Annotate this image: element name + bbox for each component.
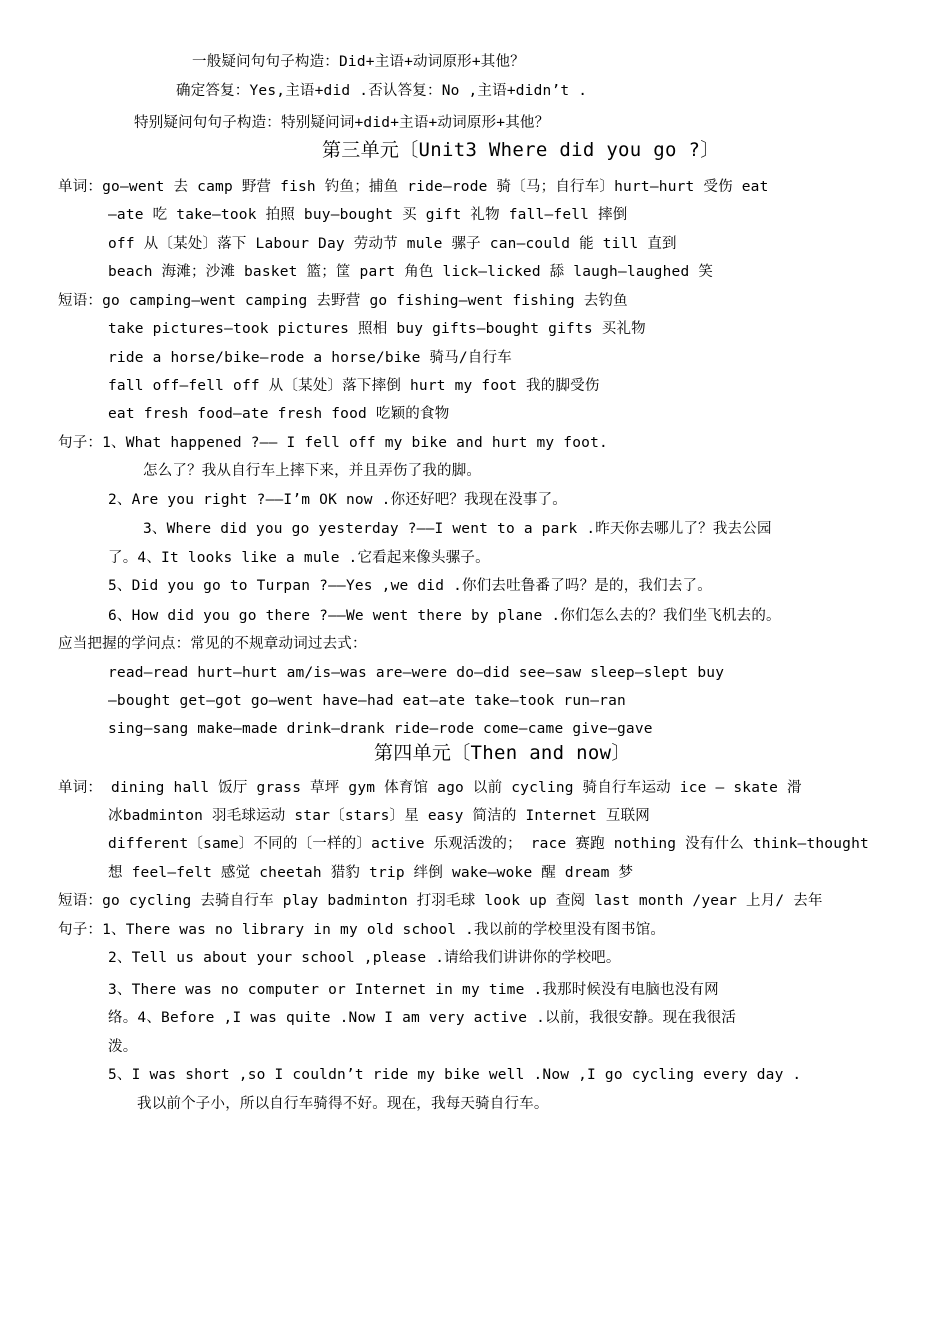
unit3-sentence-line: 了。4、It looks like a mule .它看起来像头骡子。 (108, 550, 490, 566)
unit4-sentence-line: 络。4、Before ,I was quite .Now I am very active .以前，我很安静。现在我很活 (108, 1010, 737, 1026)
unit3-sentence-line: 6、How did you go there ?——We went there by plane .你们怎么去的？我们坐飞机去的。 (108, 608, 781, 624)
unit4-words-line: 冰badminton 羽毛球运动 star〔stars〕星 easy 简洁的 Internet 互联网 (108, 808, 650, 824)
unit4-sentence-line: 句子：1、There was no library in my old school .我以前的学校里没有图书馆。 (58, 922, 666, 938)
unit4-words-line: different〔same〕不同的〔一样的〕active 乐观活泼的； race 赛跑 nothing 没有什么 think—thought (108, 836, 869, 852)
unit3-words-line: 单词：go—went 去 camp 野营 fish 钓鱼；捕鱼 ride—rode 骑〔马；自行车〕hurt—hurt 受伤 eat (58, 179, 769, 195)
unit3-sentence-line: 3、Where did you go yesterday ?——I went to a park .昨天你去哪儿了？我去公园 (143, 521, 772, 537)
unit3-phrases-line: take pictures—took pictures 照相 buy gifts—bought gifts 买礼物 (108, 321, 646, 337)
irregular-verbs-line: —bought get—got go—went have—had eat—ate take—took run—ran (108, 693, 626, 709)
unit4-sentence-line: 我以前个子小，所以自行车骑得不好。现在，我每天骑自行车。 (137, 1096, 549, 1112)
unit3-sentence-line: 5、Did you go to Turpan ?——Yes ,we did .你们去吐鲁番了吗？是的，我们去了。 (108, 578, 712, 594)
unit4-words-line: 单词： dining hall 饭厅 grass 草坪 gym 体育馆 ago 以前 cycling 骑自行车运动 ice — skate 滑 (58, 780, 802, 796)
unit3-words-line: —ate 吃 take—took 拍照 buy—bought 买 gift 礼物 fall—fell 摔倒 (108, 207, 628, 223)
unit3-phrases-line: 短语：go camping—went camping 去野营 go fishing—went fishing 去钓鱼 (58, 293, 628, 309)
unit3-sentence-line: 怎么了？我从自行车上摔下来，并且弄伤了我的脚。 (143, 463, 482, 479)
unit3-phrases-line: fall off—fell off 从〔某处〕落下摔倒 hurt my foot 我的脚受伤 (108, 378, 600, 394)
irregular-verbs-line: sing—sang make—made drink—drank ride—rode come—came give—gave (108, 721, 653, 737)
unit3-words-line: off 从〔某处〕落下 Labour Day 劳动节 mule 骡子 can—could 能 till 直到 (108, 236, 677, 252)
unit4-sentence-line: 2、Tell us about your school ,please .请给我们讲讲你的学校吧。 (108, 950, 621, 966)
unit4-sentence-line: 5、I was short ,so I couldn’t ride my bike well .Now ,I go cycling every day . (108, 1067, 802, 1083)
unit4-words-line: 想 feel—felt 感觉 cheetah 猎豹 trip 绊倒 wake—woke 醒 dream 梦 (108, 865, 634, 881)
unit3-words-line: beach 海滩；沙滩 basket 篮；筐 part 角色 lick—licked 舔 laugh—laughed 笑 (108, 264, 714, 280)
irregular-verbs-heading: 应当把握的学问点：常见的不规章动词过去式： (58, 636, 367, 652)
unit4-sentence-line: 3、There was no computer or Internet in my time .我那时候没有电脑也没有网 (108, 982, 719, 998)
general-question-structure: 一般疑问句句子构造：Did+主语+动词原形+其他？ (192, 54, 525, 70)
unit3-sentence-line: 句子：1、What happened ?—— I fell off my bike and hurt my foot. (58, 435, 608, 451)
unit4-phrases-line: 短语：go cycling 去骑自行车 play badminton 打羽毛球 look up 查阅 last month /year 上月/ 去年 (58, 893, 823, 909)
unit4-title: 第四单元〔Then and now〕 (374, 742, 631, 764)
unit3-phrases-line: ride a horse/bike—rode a horse/bike 骑马/自行车 (108, 350, 512, 366)
unit3-phrases-line: eat fresh food—ate fresh food 吃颖的食物 (108, 406, 450, 422)
irregular-verbs-line: read—read hurt—hurt am/is—was are—were do—did see—saw sleep—slept buy (108, 665, 725, 681)
unit3-sentence-line: 2、Are you right ?——I’m OK now .你还好吧？我现在没事了。 (108, 492, 567, 508)
unit4-sentence-line: 泼。 (108, 1039, 138, 1055)
answer-forms: 确定答复：Yes,主语+did .否认答复：No ,主语+didn’t . (176, 83, 588, 99)
special-question-structure: 特别疑问句句子构造：特别疑问词+did+主语+动词原形+其他？ (134, 115, 550, 131)
unit3-title: 第三单元〔Unit3 Where did you go ?〕 (322, 139, 720, 161)
